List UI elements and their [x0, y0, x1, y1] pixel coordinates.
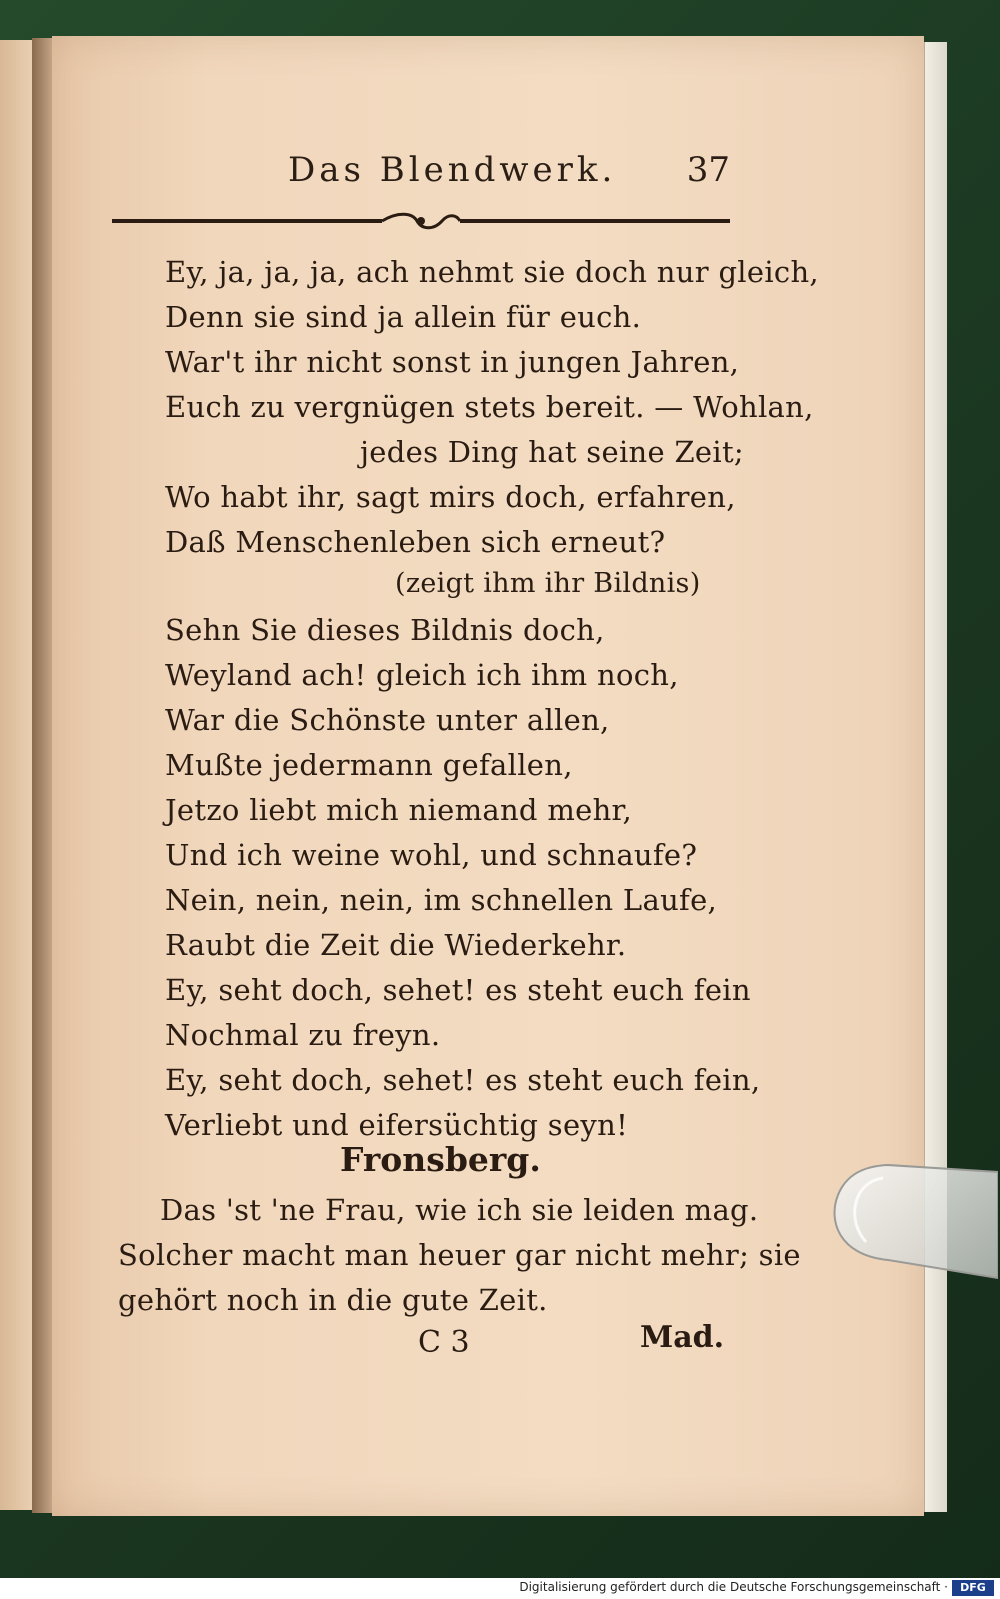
verse-line: Daß Menschenleben sich erneut?	[165, 525, 666, 559]
prose-line: Das 'st 'ne Frau, wie ich sie leiden mag.	[160, 1193, 759, 1227]
footer-bar	[0, 1578, 1000, 1599]
verse-line: War die Schönste unter allen,	[165, 703, 610, 737]
verse-line: Nein, nein, nein, im schnellen Laufe,	[165, 883, 718, 917]
verse-line: Denn sie sind ja allein für euch.	[165, 300, 642, 334]
verse-line: Jetzo liebt mich niemand mehr,	[165, 793, 633, 827]
page-number: 37	[686, 150, 730, 190]
verse-line: Weyland ach! gleich ich ihm noch,	[165, 658, 679, 692]
dfg-logo: DFG	[952, 1580, 994, 1596]
verse-line: War't ihr nicht sonst in jungen Jahren,	[165, 345, 740, 379]
running-title: Das Blendwerk.	[288, 150, 617, 190]
verse-line: Sehn Sie dieses Bildnis doch,	[165, 613, 605, 647]
page-stack-edge	[924, 42, 947, 1512]
running-header	[110, 150, 730, 200]
speaker-name: Fronsberg.	[340, 1140, 541, 1179]
book-gutter	[32, 38, 54, 1513]
verse-line: Und ich weine wohl, und schnaufe?	[165, 838, 698, 872]
facing-page-edge	[0, 40, 34, 1510]
stage-direction: (zeigt ihm ihr Bildnis)	[395, 568, 701, 599]
catchword: Mad.	[640, 1320, 725, 1355]
verse-line: Nochmal zu freyn.	[165, 1018, 441, 1052]
verse-line: Ey, seht doch, sehet! es steht euch fein	[165, 973, 751, 1007]
verse-line: Ey, seht doch, sehet! es steht euch fein,	[165, 1063, 761, 1097]
verse-line: Raubt die Zeit die Wiederkehr.	[165, 928, 627, 962]
verse-line: Euch zu vergnügen stets bereit. — Wohlan,	[165, 390, 814, 424]
glass-page-holder	[828, 1160, 998, 1280]
verse-line: Mußte jedermann gefallen,	[165, 748, 573, 782]
header-rule-ornament	[112, 210, 730, 232]
verse-line: Verliebt und eifersüchtig seyn!	[165, 1108, 629, 1142]
signature-mark: C 3	[418, 1325, 470, 1360]
verse-line: Ey, ja, ja, ja, ach nehmt sie doch nur gleich,	[165, 255, 819, 289]
prose-line: gehört noch in die gute Zeit.	[118, 1283, 548, 1317]
verse-line: jedes Ding hat seine Zeit;	[360, 435, 744, 469]
verse-line: Wo habt ihr, sagt mirs doch, erfahren,	[165, 480, 736, 514]
funding-credit: Digitalisierung gefördert durch die Deutsche Forschungsgemeinschaft ·	[519, 1580, 948, 1594]
prose-line: Solcher macht man heuer gar nicht mehr; sie	[118, 1238, 801, 1272]
